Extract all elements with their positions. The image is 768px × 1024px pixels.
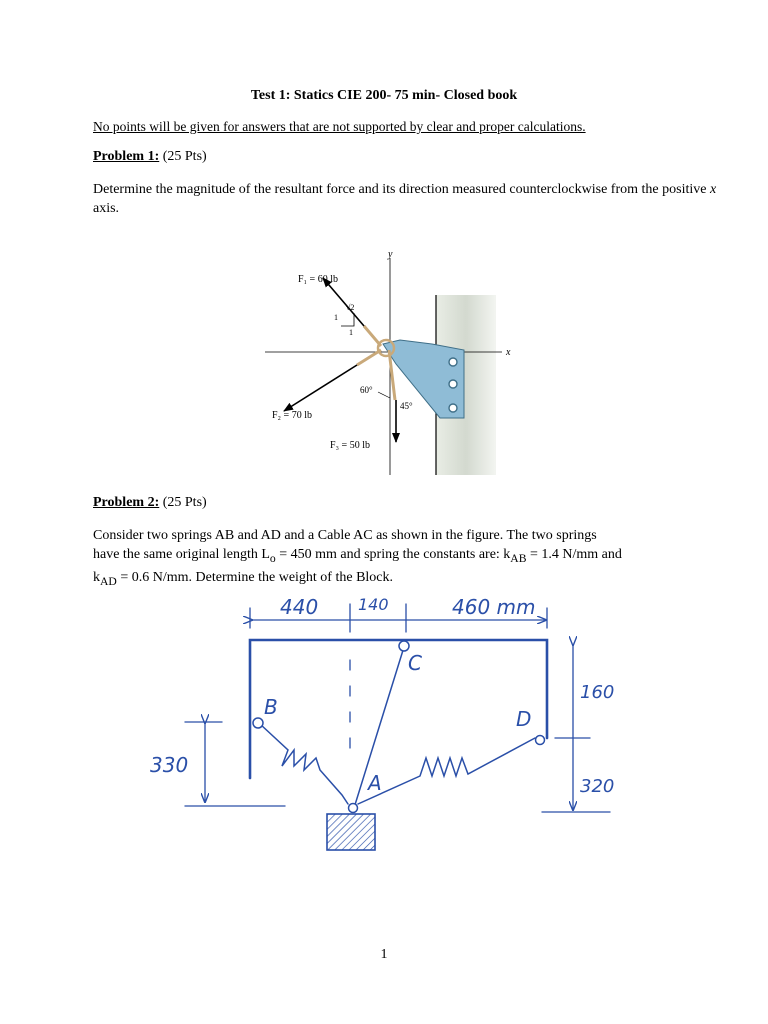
slope-triangle — [341, 313, 354, 326]
dim-320-label: 320 — [580, 776, 615, 797]
x-axis-label: x — [506, 347, 511, 358]
dim-140-label: 140 — [358, 595, 389, 614]
point-d-label: D — [516, 707, 532, 731]
notice-text: No points will be given for answers that are not supported by clear and proper calculations. — [93, 119, 586, 134]
problem2-heading — [93, 495, 207, 511]
dim-440-label: 440 — [280, 595, 319, 619]
arrow-f1 — [323, 278, 364, 326]
spring-ab — [260, 724, 348, 804]
f2-label: F₂ = 70 lb — [272, 410, 312, 421]
problem2-label: Problem 2: — [93, 495, 160, 510]
dim-460-label: 460 mm — [452, 595, 536, 619]
problem2-figure — [150, 590, 630, 860]
pin-d-icon — [536, 736, 545, 745]
slope-horizontal-label: 1 — [349, 328, 353, 337]
bolt-icon — [449, 380, 457, 388]
point-b-label: B — [264, 695, 278, 719]
slope-vertical-label: 1 — [334, 313, 338, 322]
problem1-text: Determine the magnitude of the resultant force and its direction measured counterclockwise from the positive x axis. — [93, 182, 717, 216]
problem1-figure — [250, 240, 540, 480]
dim-330-label: 330 — [150, 753, 189, 777]
page-number: 1 — [380, 947, 388, 962]
problem2-points: (25 Pts) — [159, 495, 207, 510]
slope-hyp-label: √2 — [346, 303, 355, 312]
block — [327, 814, 375, 850]
spring-ad — [358, 738, 535, 804]
page-title: Test 1: Statics CIE 200- 75 min- Closed book — [250, 88, 518, 103]
bolt-icon — [449, 358, 457, 366]
pin-b-icon — [253, 718, 263, 728]
arrow-f2 — [284, 365, 357, 411]
problem1-heading — [93, 149, 207, 165]
point-c-label: C — [408, 651, 422, 675]
problem2-text: Consider two springs AB and AD and a Cable AC as shown in the figure. The two springs have the same original length $L_o = 450$ mm and spring the constants are: $k_{AB} = 1.4$ N/mm and $k_{AD} = 0.6$ N/mm. Determine the weight of the Block. — [93, 528, 622, 588]
bolt-icon — [449, 404, 457, 412]
angle-45-label: 45° — [400, 401, 413, 411]
f3-label: F₃ = 50 lb — [330, 440, 370, 451]
f1-label: F₁ = 60 lb — [298, 274, 338, 285]
dim-160-label: 160 — [580, 682, 615, 703]
point-a-label: A — [368, 771, 382, 795]
angle-60-leader — [378, 392, 390, 398]
pin-a-icon — [349, 804, 358, 813]
problem1-label: Problem 1: — [93, 149, 160, 164]
angle-60-label: 60° — [360, 385, 373, 395]
problem1-points: (25 Pts) — [159, 149, 207, 164]
y-axis-label: y — [388, 249, 393, 260]
pin-c-icon — [399, 641, 409, 651]
